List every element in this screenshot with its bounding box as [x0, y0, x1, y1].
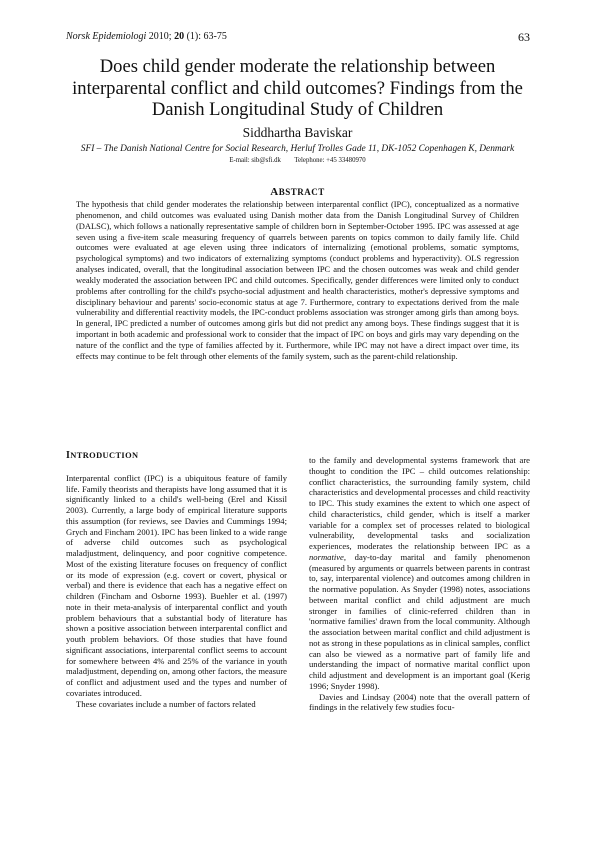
emphasized-word: normative — [309, 551, 344, 562]
right-column — [309, 455, 530, 713]
introduction-paragraph-1: Interparental conflict (IPC) is a ubiquitous feature of family life. Family theorists and therapists have long assumed that it is significantly linked to a child's well-being (Erel and Kissil 2003). Currently, a large body of empirical literature supports this assumption (for reviews, see Davies and Cummings 1994; Grych and Fincham 2001). IPC has been linked to a wide range of adverse child outcomes such as psychological maladjustment, delinquency, and poor cognitive competence. Most of the existing literature focuses on frequency of conflict or its mode of expression (e.g. covert or covert, physical or verbal) and there is evidence that each has a negative effect on children (Fincham and Osborne 1993). Buehler et al. (1997) note in their meta-analysis of interparental conflict and youth problem behaviours that a substantial body of literature has shown a positive association between interparental conflict and youth problem behaviors. Of those studies that have found significant associations, interparental conflict seems to account for somewhere between 4% and 25% of the variance in youth maladjustment, depending on, among other factors, the measure of conflict and adjustment used and the types and number of covariates introduced. — [66, 472, 287, 698]
author-affiliation: SFI – The Danish National Centre for Social Research, Herluf Trolles Gade 11, DK-1052 Copenhagen K, Denmark — [80, 144, 515, 154]
running-header — [66, 31, 530, 45]
abstract-heading-initial: A — [270, 186, 279, 198]
issue-pages: (1): 63-75 — [184, 31, 227, 42]
introduction-paragraph-continued — [309, 455, 530, 692]
journal-name: Norsk Epidemiologi — [66, 31, 147, 42]
introduction-paragraph-3: Davies and Lindsay (2004) note that the overall pattern of findings in the relatively few studies focu- — [309, 691, 530, 713]
citation-year: 2010; — [146, 31, 175, 42]
author-name: Siddhartha Baviskar — [242, 125, 353, 140]
author-contact: E-mail: sib@sfi.dk Telephone: +45 33480970 — [229, 157, 366, 164]
paragraph-text-part-2: , day-to-day marital and family phenomenon (measured by arguments or quarrels between parents in contrast to, say, interparental violence) and outcomes among children in the normative population. As Snyder (1998) notes, associations between marital conflict and child adjustment are much stronger in families of clinic-referred children than in 'normative families' drawn from the local community. Although the association between marital conflict and child adjustment is not as strong in these populations as in clinical samples, conflict can also be viewed as a normative part of family life and understanding the impact of normative marital conflict upon child adjustment and development is an important goal (Kerig 1996; Snyder 1998). — [309, 551, 530, 691]
introduction-heading-rest: NTRODUCTION — [70, 451, 139, 460]
paragraph-text-part-1: to the family and developmental systems framework that are thought to condition the IPC – child outcomes relationship: conflict characteristics, the surrounding family system, child characteristics and developmental processes and child reactivity to IPC. This study examines the extent to which one aspect of child characteristics, child gender, which is itself a marker variable for a complex set of processes related to biological vulnerability, developmental tasks and socialization experiences, moderates the relationship between IPC as a — [309, 455, 530, 551]
volume: 20 — [174, 31, 185, 42]
abstract-heading-rest: BSTRACT — [278, 187, 325, 197]
article-title: Does child gender moderate the relationship between interparental conflict and child outcomes? Findings from the Danish Longitudinal Study of Children — [72, 56, 523, 120]
abstract-heading — [55, 186, 540, 198]
abstract-body — [76, 199, 519, 362]
journal-citation — [66, 31, 227, 42]
abstract-text: The hypothesis that child gender moderates the relationship between interparental conflict (IPC), conceptualized as a normative phenomenon, and child outcomes was evaluated using Danish mother data from the Danish Longitudinal Survey of Children (DALSC), which follows a nationally representative sample of children born in September-October 1995. IPC was assessed at age seven using a five-item scale measuring frequency of quarrels between parents on topics common to daily family life. Child outcomes were evaluated at age eleven using three indicators of internalizing (emotional problems, somatic symptoms, psychological symptoms) and two indicators of externalizing symptoms (conduct problems and hyperactivity). OLS regression analyses indicated, overall, that the longitudinal association between IPC and the chosen outcomes was weak and child gender weakly moderated the association between IPC and child outcomes. Specifically, gender differences were limited only to conduct problems after controlling for the child's psycho-social adjustment and health characteristics, mother's depressive symptoms and disciplinary behaviour and parents' socio-economic status at age 7. Furthermore, contrary to expectations derived from the male vulnerability and differential reactivity models, the IPC-conduct problems association was stronger among girls than among boys. In general, IPC predicted a number of outcomes among girls but did not predict any among boys. These findings suggest that it is important in both academic and professional work to consider that the impact of IPC on boys and girls may vary depending on the nature of the conflict and the type of families affected by it. Furthermore, while IPC may not have a direct impact over time, its effects may continue to be felt through other elements of the family system, such as the parent-child relationship. — [76, 199, 519, 361]
introduction-paragraph-2: These covariates include a number of factors related — [76, 698, 256, 709]
left-column — [66, 451, 287, 709]
introduction-heading-initial: I — [66, 450, 71, 461]
page-number: 63 — [518, 30, 530, 44]
introduction-heading — [66, 451, 287, 462]
